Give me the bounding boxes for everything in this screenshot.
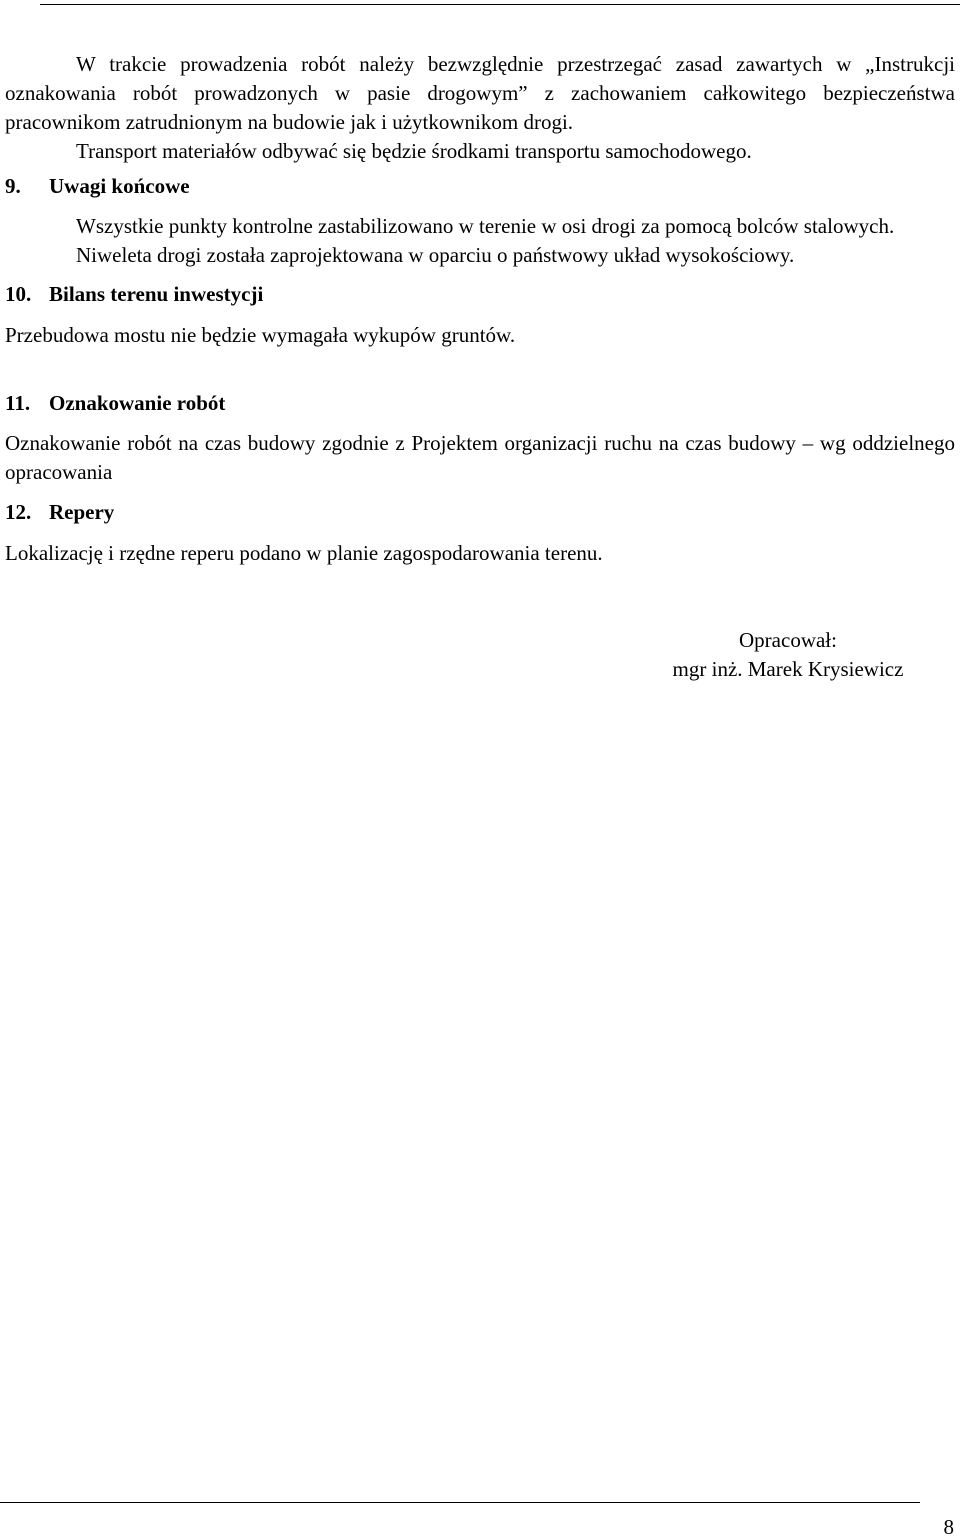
section-number: 10.	[5, 282, 32, 306]
paragraph-transport: Transport materiałów odbywać się będzie środkami transportu samochodowego.	[76, 139, 752, 163]
section-title: Uwagi końcowe	[49, 174, 190, 198]
section-heading-9	[5, 172, 955, 201]
signature-name: mgr inż. Marek Krysiewicz	[672, 657, 904, 681]
section-heading-12	[5, 498, 955, 527]
paragraph-oznakowanie: Oznakowanie robót na czas budowy zgodnie z Projektem organizacji ruchu na czas budowy – wg oddzielnego opracowania	[5, 431, 955, 484]
section-title: Bilans terenu inwestycji	[49, 282, 264, 306]
document-body	[5, 50, 955, 568]
section-title: Repery	[49, 500, 115, 524]
paragraph-repery: Lokalizację i rzędne reperu podano w planie zagospodarowania terenu.	[5, 541, 603, 565]
signature-block	[648, 626, 928, 684]
page-number: 8	[943, 1515, 954, 1539]
paragraph-niweleta: Niweleta drogi została zaprojektowana w oparciu o państwowy układ wysokościowy.	[76, 243, 795, 267]
section-title: Oznakowanie robót	[49, 391, 226, 415]
paragraph-instrukcja: W trakcie prowadzenia robót należy bezwzględnie przestrzegać zasad zawartych w „Instrukcji oznakowania robót prowadzonych w pasie drogowym” z zachowaniem całkowitego bezpieczeństwa pracownikom zatrudnionym na budowie jak i użytkownikom drogi.	[5, 52, 955, 134]
signature-label: Opracował:	[739, 628, 837, 652]
footer-rule	[0, 1502, 920, 1503]
paragraph-punkty: Wszystkie punkty kontrolne zastabilizowano w terenie w osi drogi za pomocą bolców stalowych.	[76, 214, 895, 238]
section-heading-11	[5, 389, 955, 418]
section-number: 9.	[5, 174, 21, 198]
section-heading-10	[5, 280, 955, 309]
section-number: 11.	[5, 391, 31, 415]
top-rule	[40, 4, 960, 5]
section-number: 12.	[5, 500, 32, 524]
paragraph-bilans: Przebudowa mostu nie będzie wymagała wykupów gruntów.	[5, 323, 516, 347]
